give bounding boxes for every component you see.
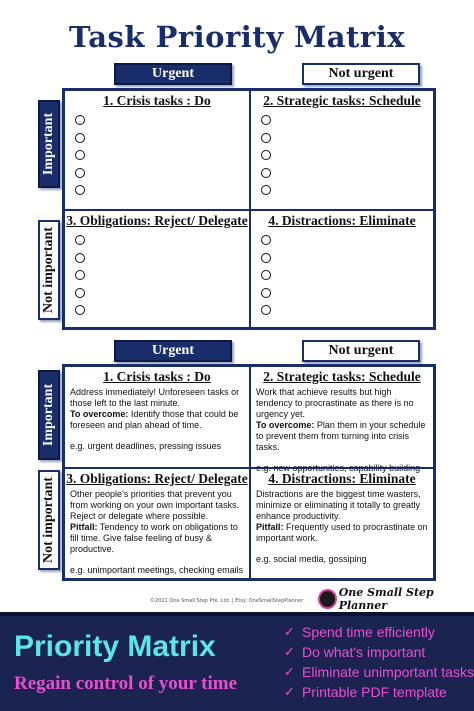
blank-q2-title: 2. Strategic tasks: Schedule <box>263 93 421 108</box>
q1-tip-label: To overcome: <box>70 409 129 419</box>
side-not-important-2-label: Not important <box>41 477 56 563</box>
feature-list <box>284 622 474 702</box>
q3-example: e.g. unimportant meetings, checking emails <box>70 565 244 575</box>
header-urgent: Urgent <box>114 63 232 85</box>
q4-tip-text: Frequently used to procrastinate on important work. <box>256 522 428 543</box>
checkmark-icon: ✓ <box>284 644 295 659</box>
circle-bullet[interactable] <box>261 168 271 178</box>
side-important-2-label: Important <box>41 383 57 447</box>
circle-bullet[interactable] <box>261 270 271 280</box>
detail-q1 <box>64 366 250 468</box>
circle-bullet[interactable] <box>261 288 271 298</box>
detail-q1-text <box>65 385 249 452</box>
circle-bullet[interactable] <box>75 150 85 160</box>
q1-tip <box>70 409 244 431</box>
side-not-important <box>38 220 60 320</box>
checkmark-icon: ✓ <box>284 664 295 679</box>
feature-label: Spend time efficiently <box>302 624 435 640</box>
promo-banner <box>0 612 474 711</box>
blank-q3-list <box>75 235 249 315</box>
blank-q1 <box>64 90 250 210</box>
feature-label: Eliminate unimportant tasks <box>302 664 474 680</box>
circle-bullet[interactable] <box>75 288 85 298</box>
feature-label: Do what's important <box>302 644 426 660</box>
q3-desc: Other people's priorities that prevent you from working on your own important tasks. Reject or delegate where possible. <box>70 489 240 521</box>
circle-bullet[interactable] <box>75 185 85 195</box>
circle-bullet[interactable] <box>75 133 85 143</box>
checkmark-icon: ✓ <box>284 684 295 699</box>
header-not-urgent: Not urgent <box>302 63 420 85</box>
circle-bullet[interactable] <box>75 235 85 245</box>
banner-subtitle: Regain control of your time <box>14 673 238 694</box>
circle-bullet[interactable] <box>261 133 271 143</box>
q2-tip-label: To overcome: <box>256 420 315 430</box>
detail-q3 <box>64 468 250 579</box>
circle-bullet[interactable] <box>261 305 271 315</box>
q1-desc: Address immediately! Unforeseen tasks or those left to the last minute. <box>70 387 240 408</box>
side-not-important-2 <box>38 470 60 570</box>
circle-bullet[interactable] <box>261 235 271 245</box>
side-not-important-label: Not important <box>41 227 56 313</box>
detail-q2 <box>250 366 434 473</box>
q3-tip <box>70 522 244 555</box>
blank-q3-title: 3. Obligations: Reject/ Delegate <box>66 213 248 228</box>
banner-title: Priority Matrix <box>14 630 216 663</box>
brand-name: One Small Step Planner <box>338 586 434 612</box>
circle-bullet[interactable] <box>75 253 85 263</box>
blank-q4-list <box>261 235 433 315</box>
blank-q3 <box>64 210 250 328</box>
q4-tip <box>256 522 428 544</box>
side-important-2 <box>38 370 60 460</box>
circle-bullet[interactable] <box>75 270 85 280</box>
blank-matrix <box>62 88 436 330</box>
side-important-label: Important <box>41 112 57 176</box>
blank-q2 <box>250 90 434 210</box>
blank-q1-list <box>75 115 249 195</box>
detail-q1-title: 1. Crisis tasks : Do <box>103 369 211 384</box>
q3-tip-label: Pitfall: <box>70 522 98 532</box>
side-important <box>38 100 60 188</box>
q1-example: e.g. urgent deadlines, pressing issues <box>70 441 222 451</box>
circle-bullet[interactable] <box>75 305 85 315</box>
circle-bullet[interactable] <box>261 150 271 160</box>
brand-logo-group <box>318 588 474 610</box>
blank-q4 <box>250 210 434 328</box>
feature-item <box>284 682 474 702</box>
blank-q4-title: 4. Distractions: Eliminate <box>268 213 416 228</box>
q3-tip-text: Tendency to work on obligations to fill time. Give false feeling of busy & productive. <box>70 522 238 554</box>
copyright-text: ©2021 One Small Step Pte. Ltd. | Etsy: OneSmallStepPlanner <box>150 598 304 604</box>
detail-q2-text <box>251 385 433 474</box>
blank-q1-title: 1. Crisis tasks : Do <box>103 93 211 108</box>
circle-bullet[interactable] <box>261 115 271 125</box>
blank-q2-list <box>261 115 433 195</box>
detail-matrix <box>62 364 436 581</box>
q2-example: e.g. new opportunities, capability building <box>256 463 421 473</box>
feature-label: Printable PDF template <box>302 684 447 700</box>
q2-tip <box>256 420 428 453</box>
q4-example: e.g. social media, gossiping <box>256 554 367 564</box>
detail-q4-title: 4. Distractions: Eliminate <box>268 471 416 486</box>
circle-bullet[interactable] <box>75 115 85 125</box>
feature-item <box>284 642 474 662</box>
circle-bullet[interactable] <box>261 253 271 263</box>
detail-q2-title: 2. Strategic tasks: Schedule <box>263 369 421 384</box>
detail-q4 <box>250 468 434 579</box>
page-title: Task Priority Matrix <box>68 20 406 54</box>
header-urgent-2: Urgent <box>114 340 232 362</box>
detail-q4-text <box>251 487 433 565</box>
detail-q3-text <box>65 487 249 576</box>
feature-item <box>284 662 474 682</box>
q4-desc: Distractions are the biggest time wasters, minimize or eliminating it totally to greatly enhance productivity. <box>256 489 421 521</box>
banner-stripe <box>0 612 474 616</box>
circle-bullet[interactable] <box>75 168 85 178</box>
checkmark-icon: ✓ <box>284 624 295 639</box>
q2-tip-text: Plan them in your schedule to prevent them from turning into crisis tasks. <box>256 420 426 452</box>
detail-q3-title: 3. Obligations: Reject/ Delegate <box>66 471 248 486</box>
feature-item <box>284 622 474 642</box>
header-not-urgent-2: Not urgent <box>302 340 420 362</box>
circle-bullet[interactable] <box>261 185 271 195</box>
q2-desc: Work that achieve results but high tendency to procrastinate as there is no urgency yet. <box>256 387 414 419</box>
q4-tip-label: Pitfall: <box>256 522 284 532</box>
brand-logo-icon <box>318 589 337 609</box>
q1-tip-text: Identify those that could be foreseen and plan ahead of time. <box>70 409 239 430</box>
